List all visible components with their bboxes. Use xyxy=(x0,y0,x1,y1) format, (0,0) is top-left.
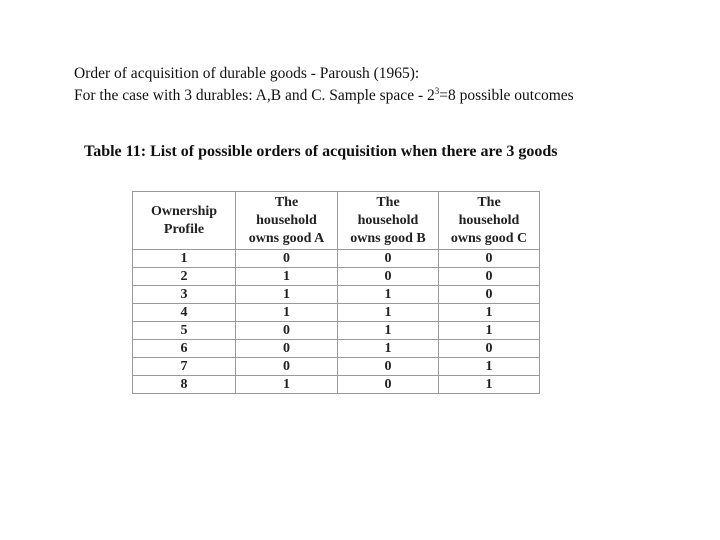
header-text: owns good B xyxy=(350,230,426,246)
acquisition-table xyxy=(132,191,540,394)
cell-profile: 2 xyxy=(133,268,236,286)
cell-good-b: 1 xyxy=(338,322,439,340)
header-text: Profile xyxy=(163,221,205,237)
intro-text xyxy=(74,63,574,107)
table-row xyxy=(133,268,540,286)
header-text: The xyxy=(376,194,400,210)
header-text: household xyxy=(357,212,419,228)
table-row xyxy=(133,322,540,340)
header-text: owns good C xyxy=(450,230,528,246)
cell-good-c: 1 xyxy=(439,376,540,394)
cell-good-a: 1 xyxy=(236,286,338,304)
cell-good-b: 1 xyxy=(338,304,439,322)
header-text: owns good A xyxy=(248,230,325,246)
cell-good-a: 1 xyxy=(236,376,338,394)
cell-good-c: 1 xyxy=(439,304,540,322)
cell-good-b: 0 xyxy=(338,376,439,394)
header-text: Ownership xyxy=(150,203,218,219)
cell-good-c: 0 xyxy=(439,268,540,286)
cell-good-c: 1 xyxy=(439,322,540,340)
intro-line-1: Order of acquisition of durable goods - Paroush (1965): xyxy=(74,65,420,82)
cell-good-a: 0 xyxy=(236,250,338,268)
header-good-a xyxy=(236,192,338,250)
cell-good-a: 0 xyxy=(236,340,338,358)
cell-good-b: 0 xyxy=(338,268,439,286)
header-good-b xyxy=(338,192,439,250)
cell-profile: 6 xyxy=(133,340,236,358)
header-text: household xyxy=(458,212,520,228)
cell-good-c: 0 xyxy=(439,340,540,358)
header-text: The xyxy=(477,194,501,210)
cell-profile: 5 xyxy=(133,322,236,340)
header-ownership-profile xyxy=(133,192,236,250)
header-good-c xyxy=(439,192,540,250)
table-row xyxy=(133,340,540,358)
table-row xyxy=(133,250,540,268)
cell-good-b: 0 xyxy=(338,250,439,268)
intro-line-2-prefix: For the case with 3 durables: A,B and C. Sample space - 2 xyxy=(74,87,435,104)
table-row xyxy=(133,304,540,322)
cell-good-c: 0 xyxy=(439,286,540,304)
header-row xyxy=(133,192,540,250)
cell-good-b: 1 xyxy=(338,340,439,358)
intro-line-2-suffix: =8 possible outcomes xyxy=(439,87,574,104)
cell-good-a: 1 xyxy=(236,304,338,322)
cell-good-c: 1 xyxy=(439,358,540,376)
cell-profile: 7 xyxy=(133,358,236,376)
cell-good-a: 0 xyxy=(236,358,338,376)
cell-profile: 8 xyxy=(133,376,236,394)
cell-good-a: 0 xyxy=(236,322,338,340)
table-row xyxy=(133,358,540,376)
cell-good-b: 1 xyxy=(338,286,439,304)
cell-profile: 3 xyxy=(133,286,236,304)
cell-profile: 1 xyxy=(133,250,236,268)
table-caption: Table 11: List of possible orders of acquisition when there are 3 goods xyxy=(84,143,558,160)
intro-line-2 xyxy=(74,85,574,107)
header-text: The xyxy=(274,194,299,210)
cell-good-c: 0 xyxy=(439,250,540,268)
table-row xyxy=(133,286,540,304)
cell-profile: 4 xyxy=(133,304,236,322)
exponent: 3 xyxy=(434,85,440,96)
table-row xyxy=(133,376,540,394)
cell-good-a: 1 xyxy=(236,268,338,286)
header-text: household xyxy=(256,212,317,228)
cell-good-b: 0 xyxy=(338,358,439,376)
